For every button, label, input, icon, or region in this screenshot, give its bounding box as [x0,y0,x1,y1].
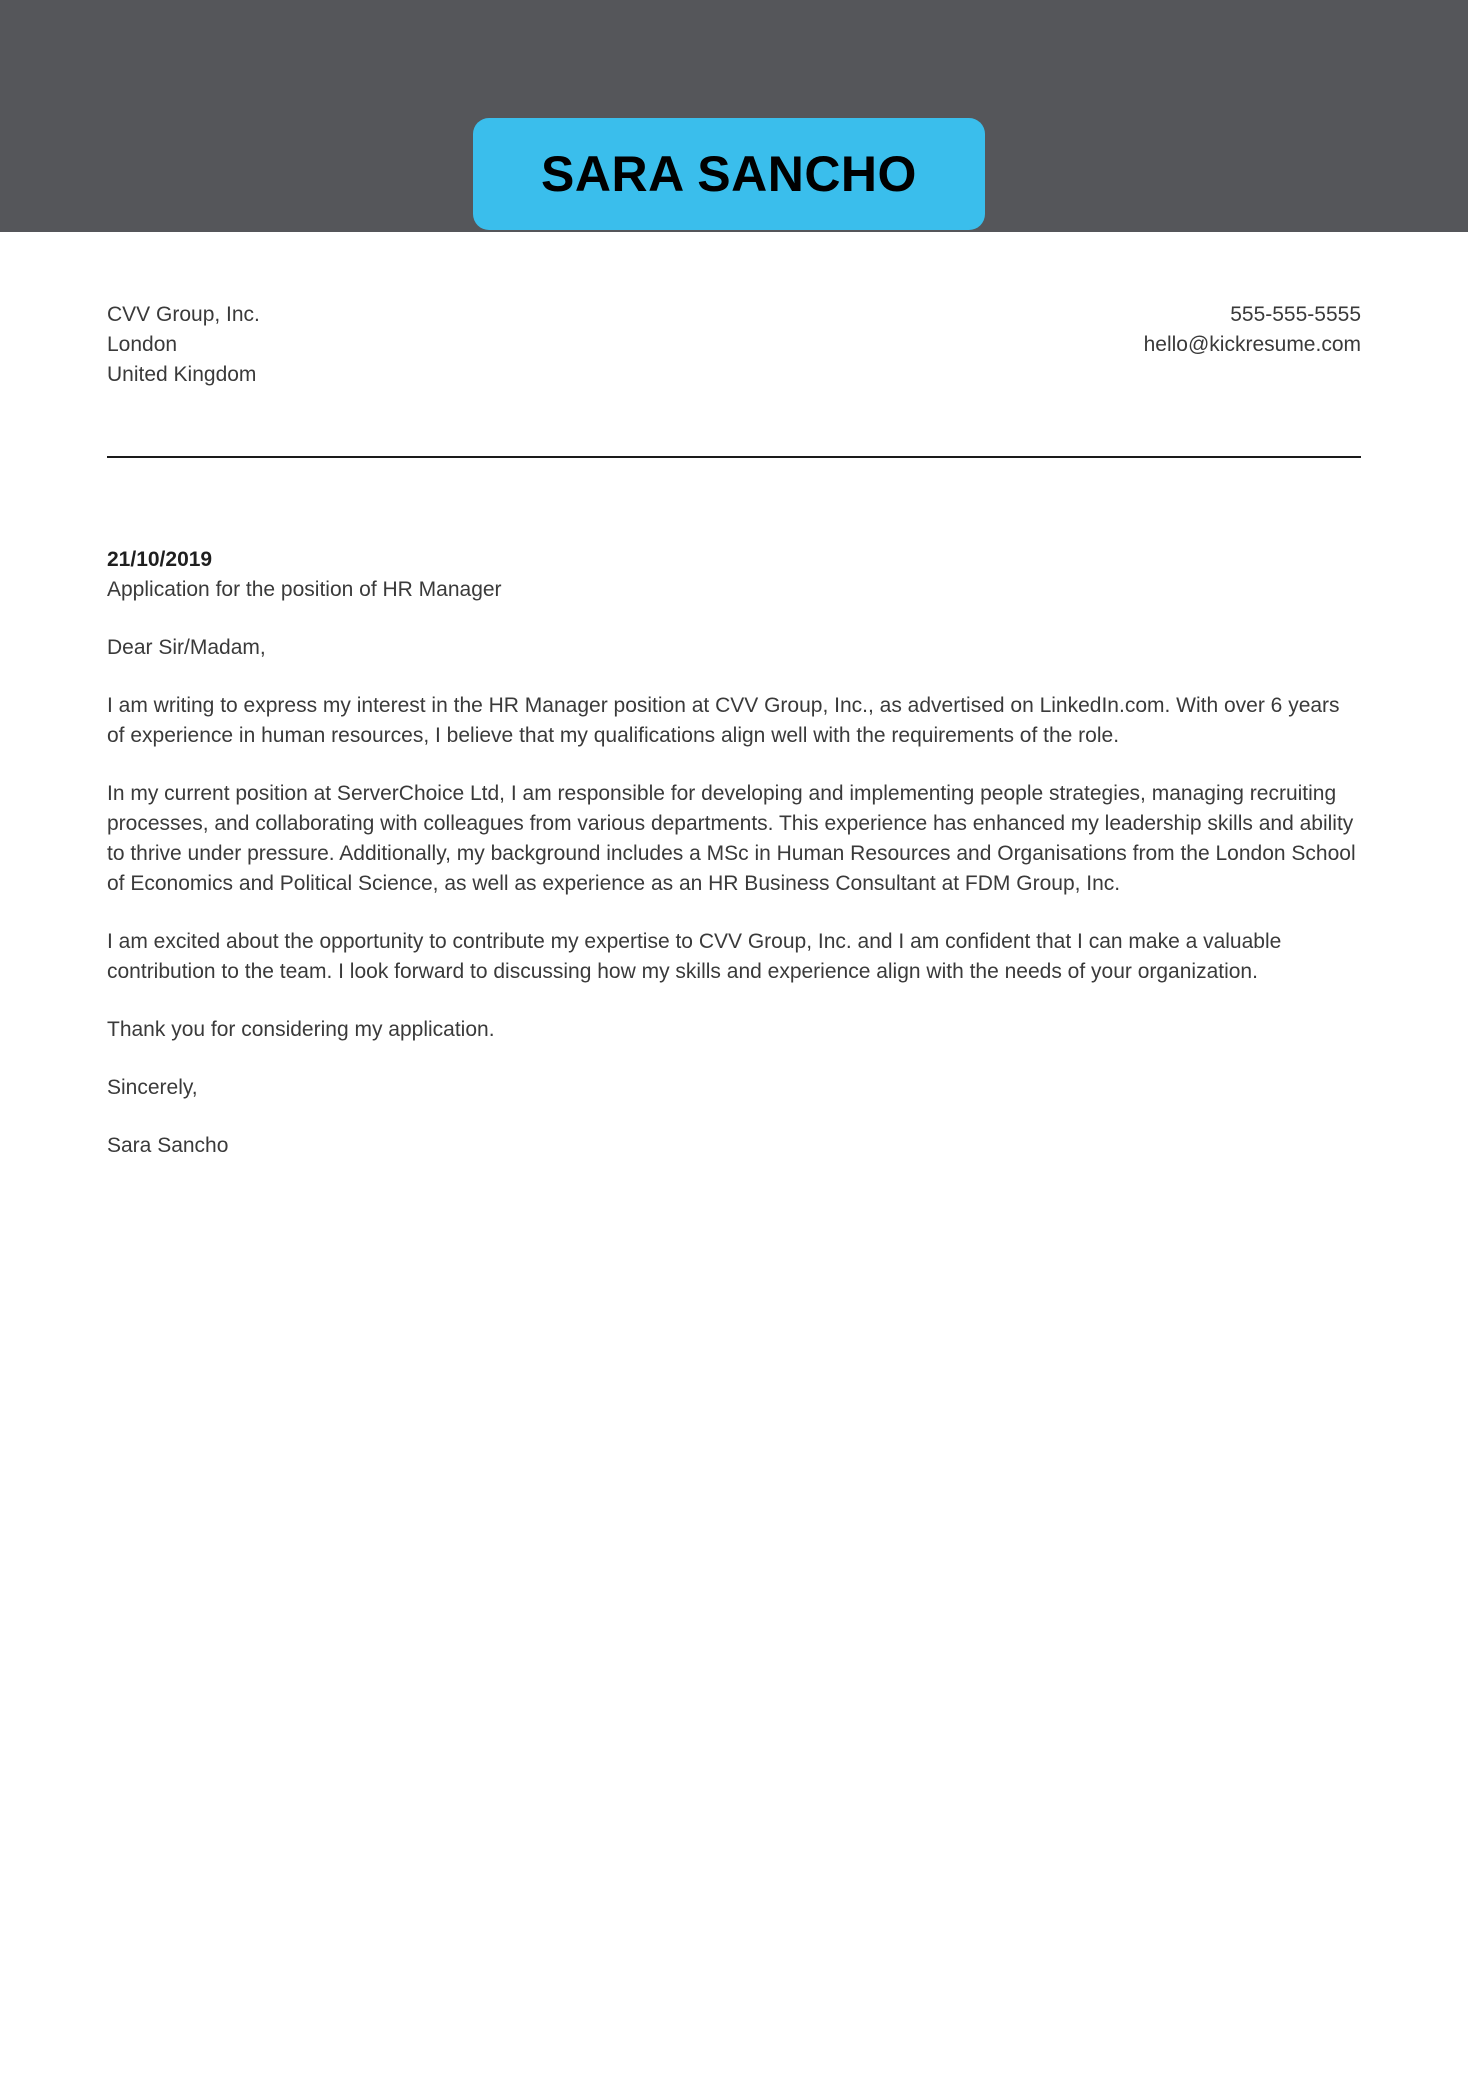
recipient-company: CVV Group, Inc. [107,303,260,326]
sender-phone: 555-555-5555 [1230,303,1361,326]
recipient-city: London [107,333,178,356]
letter-thanks: Thank you for considering my application. [107,1018,495,1041]
name-badge [473,118,985,230]
recipient-address-block [107,300,260,390]
letter-signature-name: Sara Sancho [107,1134,229,1157]
letter-date: 21/10/2019 [107,548,213,571]
sender-contact-block [1144,300,1361,360]
letter-salutation: Dear Sir/Madam, [107,636,266,659]
recipient-country: United Kingdom [107,363,257,386]
applicant-name: SARA SANCHO [541,146,917,202]
letter-paragraph-3: I am excited about the opportunity to contribute my expertise to CVV Group, Inc. and I am confident that I can make a valuable contribution to the team. I look forward to discussing how my skills and experience align with the needs of your organization. [107,930,1282,983]
letter-subject: Application for the position of HR Manager [107,578,502,601]
letter-body [107,545,1361,1161]
letter-paragraph-1: I am writing to express my interest in the HR Manager position at CVV Group, Inc., as advertised on LinkedIn.com. With over 6 years of experience in human resources, I believe that my qualifications align well with the requirements of the role. [107,694,1340,747]
letter-sign-off: Sincerely, [107,1076,198,1099]
letter-paragraph-2: In my current position at ServerChoice Ltd, I am responsible for developing and implementing people strategies, managing recruiting processes, and collaborating with colleagues from various departments. This experience has enhanced my leadership skills and ability to thrive under pressure. Additionally, my background includes a MSc in Human Resources and Organisations from the London School of Economics and Political Science, as well as experience as an HR Business Consultant at FDM Group, Inc. [107,782,1356,895]
header-divider [107,456,1361,458]
sender-email: hello@kickresume.com [1143,333,1361,356]
contact-row [107,300,1361,390]
